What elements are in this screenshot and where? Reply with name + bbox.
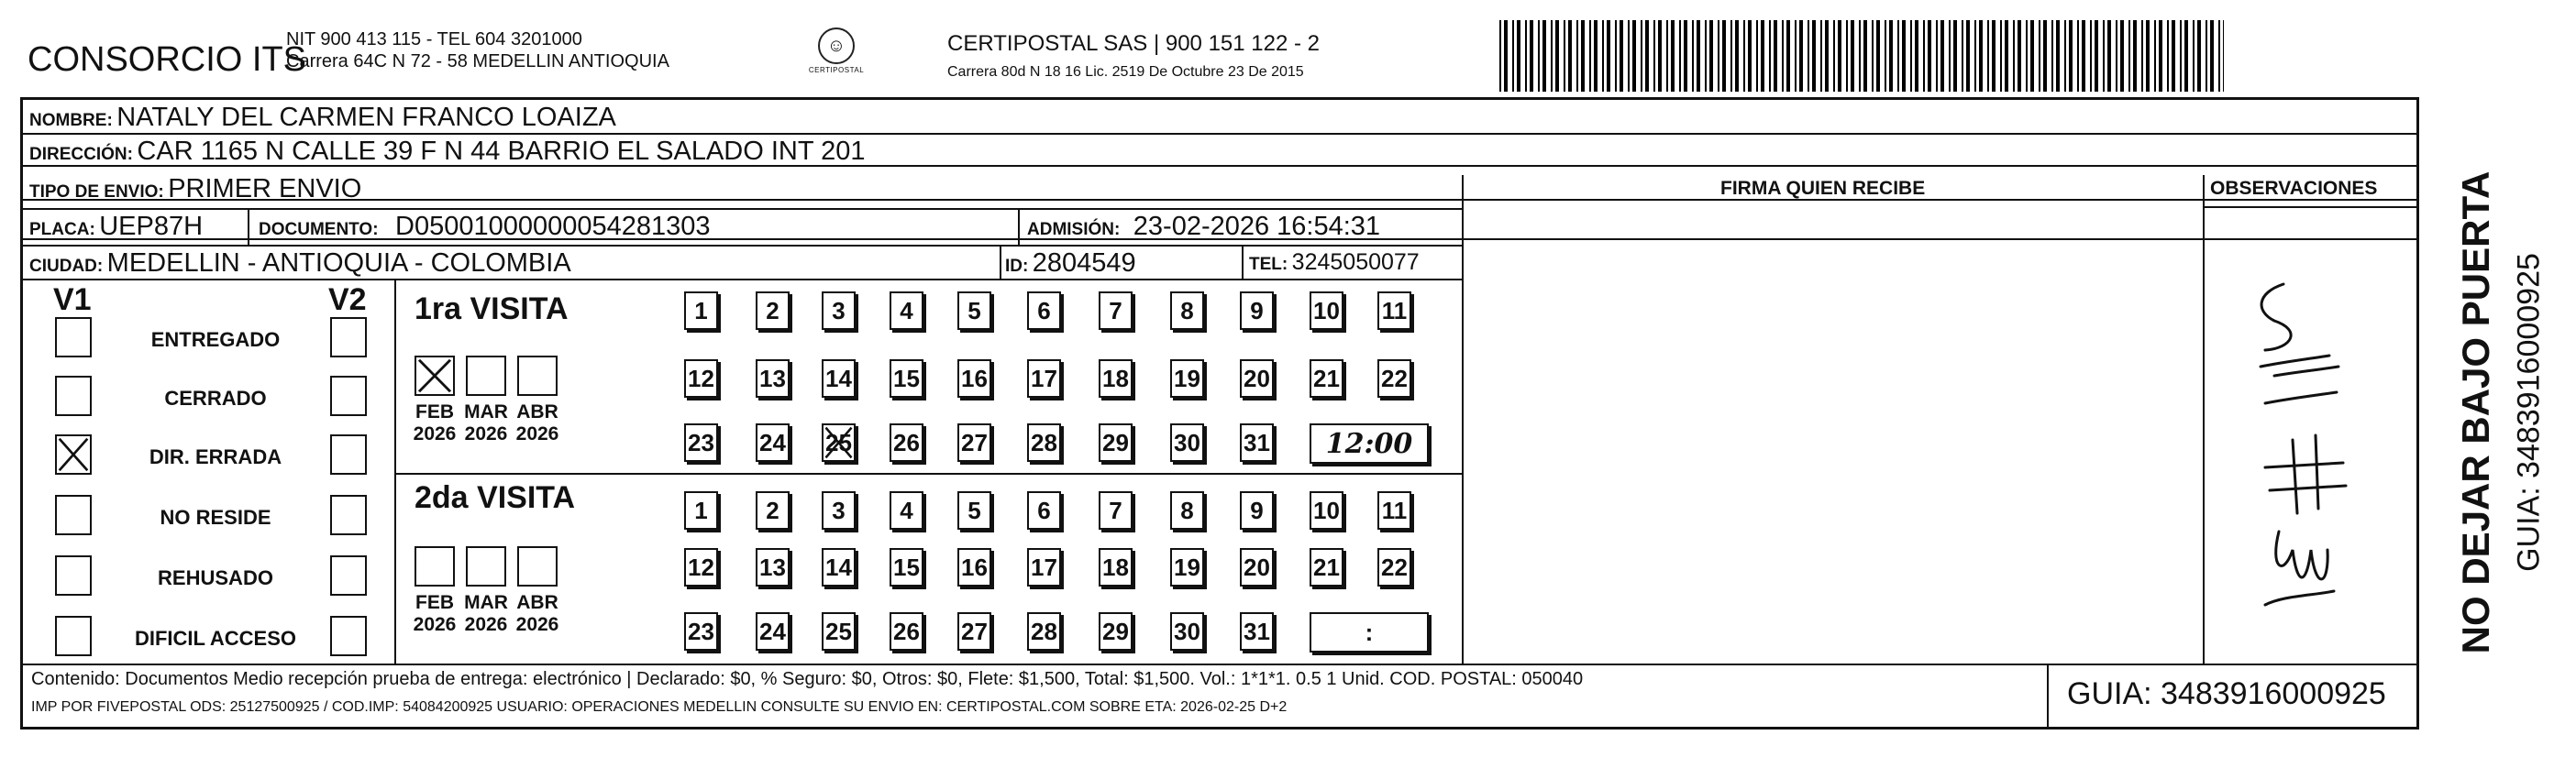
status-label: REHUSADO: [158, 566, 273, 589]
day-box[interactable]: 5: [957, 291, 991, 330]
day-box[interactable]: 13: [756, 548, 790, 587]
day-box[interactable]: 23: [684, 612, 718, 651]
day-box[interactable]: 11: [1377, 291, 1411, 330]
day-box[interactable]: 8: [1170, 491, 1204, 530]
day-box[interactable]: 12: [684, 548, 718, 587]
status-v2-checkbox[interactable]: [330, 317, 367, 357]
month-year: 2026: [464, 422, 508, 444]
month-checkbox[interactable]: [466, 546, 506, 587]
day-box[interactable]: 20: [1240, 359, 1274, 398]
month-checkbox[interactable]: [466, 356, 506, 396]
company-name: CONSORCIO ITS: [28, 40, 307, 79]
nombre-label: NOMBRE:: [29, 111, 113, 130]
day-box[interactable]: 28: [1027, 423, 1061, 462]
day-box[interactable]: 11: [1377, 491, 1411, 530]
print-info-line: IMP POR FIVEPOSTAL ODS: 25127500925 / COD.IMP: 54084200925 USUARIO: OPERACIONES MEDELLIN CONSULTE SU ENVIO EN: CERTIPOSTAL.COM SOBRE ETA: 2026-02-25 D+2: [31, 699, 1288, 715]
ciudad-label: CIUDAD:: [29, 257, 104, 276]
month-name: MAR: [464, 401, 508, 422]
certipostal-nit: CERTIPOSTAL SAS | 900 151 122 - 2: [947, 31, 1320, 56]
v1-header: V1: [53, 282, 92, 317]
month-label: [407, 401, 462, 444]
month-label: [407, 592, 462, 635]
status-v2-checkbox[interactable]: [330, 555, 367, 596]
day-box[interactable]: 9: [1240, 291, 1274, 330]
month-year: 2026: [515, 422, 559, 444]
day-box[interactable]: 15: [890, 548, 923, 587]
placa-cell: [29, 212, 203, 242]
month-label: [459, 401, 514, 444]
id-value: 2804549: [1032, 248, 1136, 278]
day-box[interactable]: 18: [1099, 359, 1133, 398]
status-v1-checkbox[interactable]: [55, 555, 92, 596]
day-box[interactable]: 30: [1170, 612, 1204, 651]
day-box[interactable]: 6: [1027, 491, 1061, 530]
month-name: FEB: [415, 401, 454, 422]
day-box[interactable]: 24: [756, 423, 790, 462]
tipo-envio-label: TIPO DE ENVIO:: [29, 182, 164, 202]
company-info: [286, 29, 669, 72]
status-label: ENTREGADO: [150, 328, 281, 351]
shipping-label-frame: [20, 97, 2419, 730]
day-box[interactable]: 1: [684, 291, 718, 330]
month-label: [459, 592, 514, 635]
month-year: 2026: [464, 613, 508, 635]
day-box[interactable]: 21: [1310, 359, 1343, 398]
status-label: CERRADO: [164, 387, 267, 410]
day-box[interactable]: 9: [1240, 491, 1274, 530]
admision-cell: [1027, 212, 1380, 242]
day-box[interactable]: 10: [1310, 291, 1343, 330]
nombre-row: [29, 103, 616, 133]
status-label: DIR. ERRADA: [149, 445, 282, 468]
day-box[interactable]: 28: [1027, 612, 1061, 651]
day-box[interactable]: 14: [822, 359, 856, 398]
day-box[interactable]: 23: [684, 423, 718, 462]
day-box[interactable]: 22: [1377, 548, 1411, 587]
status-v2-checkbox[interactable]: [330, 434, 367, 475]
day-box[interactable]: 26: [890, 423, 923, 462]
company-address: Carrera 64C N 72 - 58 MEDELLIN ANTIOQUIA: [286, 50, 669, 71]
certipostal-logo: [807, 27, 866, 82]
handwritten-observation: [2228, 275, 2366, 651]
status-v2-checkbox[interactable]: [330, 495, 367, 535]
documento-value: D05001000000054281303: [395, 212, 711, 241]
status-label: NO RESIDE: [160, 506, 271, 529]
day-box[interactable]: 16: [957, 359, 991, 398]
day-box[interactable]: 16: [957, 548, 991, 587]
status-v1-checkbox[interactable]: [55, 616, 92, 656]
day-box[interactable]: 8: [1170, 291, 1204, 330]
observaciones-header: OBSERVACIONES: [2210, 178, 2378, 199]
second-visit-title: 2da VISITA: [415, 480, 576, 515]
month-name: ABR: [516, 401, 558, 422]
day-box[interactable]: 27: [957, 612, 991, 651]
status-v1-checkbox[interactable]: [55, 495, 92, 535]
month-year: 2026: [515, 613, 559, 635]
day-box[interactable]: 6: [1027, 291, 1061, 330]
x-mark-icon: [824, 425, 854, 460]
tel-cell: [1249, 249, 1420, 276]
documento-cell: [259, 212, 711, 242]
certipostal-license: Carrera 80d N 18 16 Lic. 2519 De Octubre 23 De 2015: [947, 64, 1304, 80]
tipo-envio-value: PRIMER ENVIO: [168, 174, 362, 203]
tipo-envio-row: [29, 174, 361, 204]
admision-label: ADMISIÓN:: [1027, 220, 1121, 239]
day-box[interactable]: 4: [890, 291, 923, 330]
month-checkbox[interactable]: [517, 356, 558, 396]
day-box[interactable]: 1: [684, 491, 718, 530]
placa-label: PLACA:: [29, 220, 95, 239]
day-box[interactable]: 2: [756, 291, 790, 330]
status-v2-checkbox[interactable]: [330, 616, 367, 656]
time-box[interactable]: [1310, 423, 1429, 464]
day-box[interactable]: 4: [890, 491, 923, 530]
day-box[interactable]: 29: [1099, 612, 1133, 651]
day-box[interactable]: 3: [822, 491, 856, 530]
day-box[interactable]: 17: [1027, 548, 1061, 587]
day-box[interactable]: 30: [1170, 423, 1204, 462]
ciudad-value: MEDELLIN - ANTIOQUIA - COLOMBIA: [106, 248, 571, 278]
x-mark-icon: [57, 436, 90, 473]
contents-line: Contenido: Documentos Medio recepción prueba de entrega: electrónico | Declarado: $0, % Seguro: $0, Otros: $0, Flete: $1,500, Total: $1,500. Vol.: 1*1*1. 0.5 1 Unid. COD. POSTAL: 050040: [31, 669, 1584, 689]
ciudad-cell: [29, 248, 571, 279]
documento-label: DOCUMENTO:: [259, 220, 379, 239]
day-box[interactable]: 24: [756, 612, 790, 651]
day-box[interactable]: 10: [1310, 491, 1343, 530]
v2-header: V2: [328, 282, 367, 317]
day-box[interactable]: 31: [1240, 612, 1274, 651]
no-dejar-bajo-puerta: NO DEJAR BAJO PUERTA: [2454, 170, 2497, 654]
tel-label: TEL:: [1249, 255, 1288, 274]
status-v2-checkbox[interactable]: [330, 376, 367, 416]
month-year: 2026: [413, 422, 457, 444]
admision-value: 23-02-2026 16:54:31: [1133, 212, 1381, 241]
day-box[interactable]: 22: [1377, 359, 1411, 398]
day-box[interactable]: 25: [822, 612, 856, 651]
month-name: MAR: [464, 592, 508, 613]
side-guia-number: GUIA: 3483916000925: [2511, 253, 2547, 572]
tel-value: 3245050077: [1291, 249, 1420, 275]
direccion-value: CAR 1165 N CALLE 39 F N 44 BARRIO EL SALADO INT 201: [137, 137, 866, 166]
barcode: [1499, 20, 2224, 92]
month-checkbox[interactable]: [517, 546, 558, 587]
day-box[interactable]: 26: [890, 612, 923, 651]
status-v1-checkbox[interactable]: [55, 317, 92, 357]
day-box[interactable]: 7: [1099, 491, 1133, 530]
day-box[interactable]: 12: [684, 359, 718, 398]
nombre-value: NATALY DEL CARMEN FRANCO LOAIZA: [116, 103, 616, 132]
day-box[interactable]: 19: [1170, 359, 1204, 398]
month-year: 2026: [413, 613, 457, 635]
day-box[interactable]: 29: [1099, 423, 1133, 462]
guia-number: GUIA: 3483916000925: [2067, 676, 2386, 711]
month-name: ABR: [516, 592, 558, 613]
firma-header: FIRMA QUIEN RECIBE: [1720, 178, 1926, 199]
day-box[interactable]: 3: [822, 291, 856, 330]
first-visit-title: 1ra VISITA: [415, 291, 569, 326]
day-box[interactable]: 2: [756, 491, 790, 530]
day-box[interactable]: 5: [957, 491, 991, 530]
day-box[interactable]: 21: [1310, 548, 1343, 587]
day-box[interactable]: 15: [890, 359, 923, 398]
month-label: [510, 401, 565, 444]
company-nit: NIT 900 413 115 - TEL 604 3201000: [286, 29, 582, 49]
placa-value: UEP87H: [99, 212, 204, 241]
status-label: DIFICIL ACCESO: [134, 627, 296, 650]
month-checkbox[interactable]: [415, 356, 455, 396]
time-placeholder: :: [1365, 618, 1374, 646]
day-box[interactable]: 19: [1170, 548, 1204, 587]
day-box[interactable]: 31: [1240, 423, 1274, 462]
day-box[interactable]: 20: [1240, 548, 1274, 587]
status-v1-checkbox[interactable]: [55, 376, 92, 416]
day-box[interactable]: 27: [957, 423, 991, 462]
direccion-label: DIRECCIÓN:: [29, 145, 133, 164]
month-label: [510, 592, 565, 635]
day-box[interactable]: 18: [1099, 548, 1133, 587]
day-box[interactable]: 13: [756, 359, 790, 398]
handwritten-time: 12:00: [1325, 427, 1413, 460]
x-mark-icon: [416, 357, 453, 394]
day-box[interactable]: 14: [822, 548, 856, 587]
day-box[interactable]: 17: [1027, 359, 1061, 398]
logo-icon: ☺: [818, 27, 855, 64]
id-cell: [1005, 248, 1136, 279]
logo-text: CERTIPOSTAL: [808, 66, 865, 74]
month-checkbox[interactable]: [415, 546, 455, 587]
direccion-row: [29, 137, 866, 167]
status-v1-checkbox[interactable]: [55, 434, 92, 475]
id-label: ID:: [1005, 257, 1029, 276]
day-box[interactable]: 25: [822, 423, 856, 462]
month-name: FEB: [415, 592, 454, 613]
day-box[interactable]: 7: [1099, 291, 1133, 330]
time-box[interactable]: [1310, 612, 1429, 653]
